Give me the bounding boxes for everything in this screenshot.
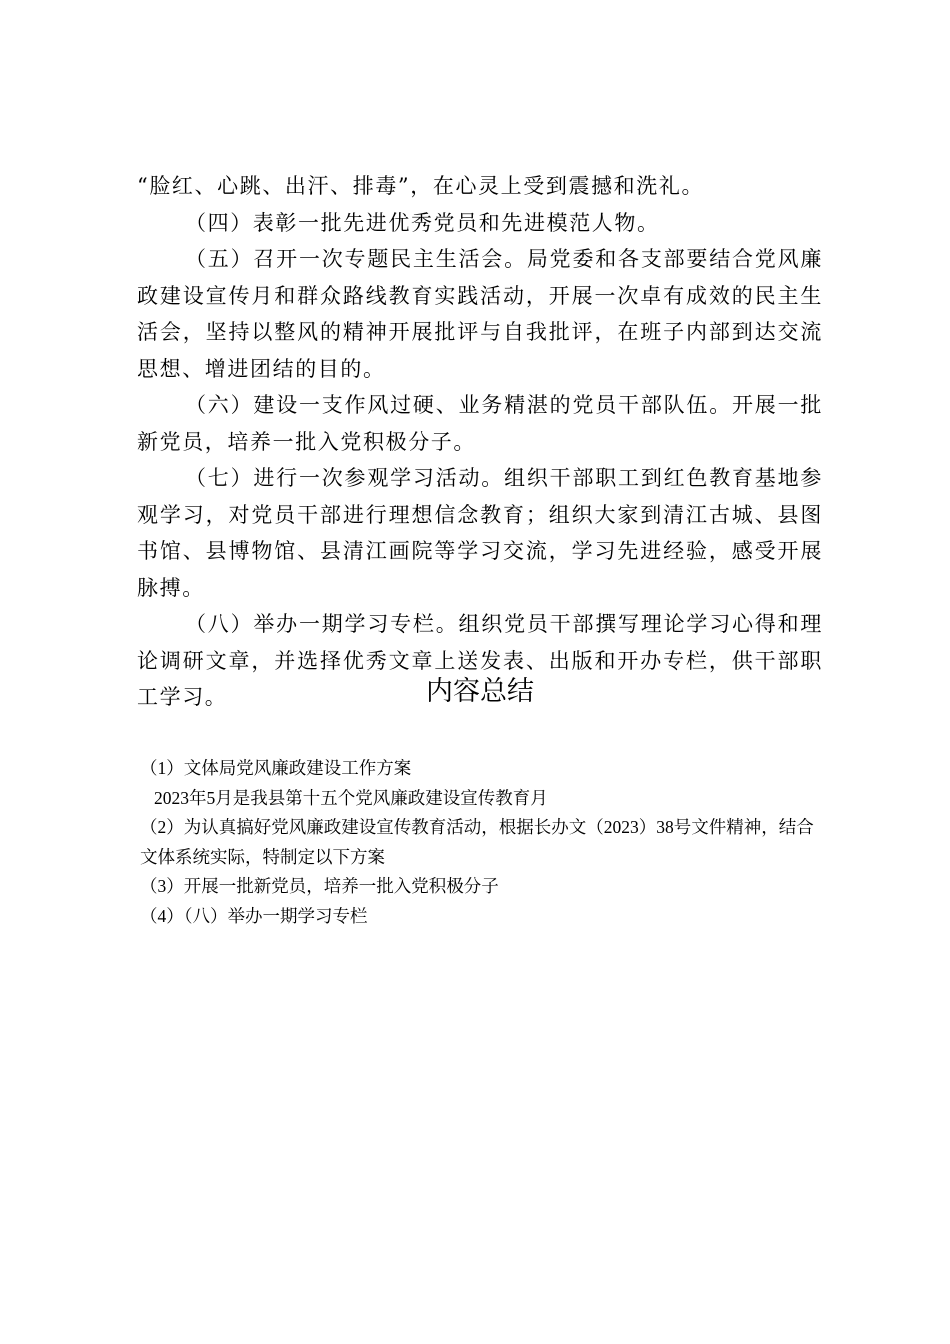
summary-item: （4）（八）举办一期学习专栏 [140,905,368,926]
summary-item: （1）文体局党风廉政建设工作方案 [140,758,412,778]
summary-item: 2023年5月是我县第十五个党风廉政建设宣传教育月 [154,787,548,808]
summary-item: （2）为认真搞好党风廉政建设宣传教育活动，根据长办文（2023）38号文件精神，结合文体系统实际，特制定以下方案 [140,817,814,867]
body-paragraph: （四）表彰一批先进优秀党员和先进模范人物。 [185,210,660,235]
summary-item: （3）开展一批新党员，培养一批入党积极分子 [140,876,499,896]
body-paragraph: （八）举办一期学习专栏。组织党员干部撰写理论学习心得和理论调研文章，并选择优秀文章上送发表、出版和开办专栏，供干部职工学习。 [137,612,823,709]
body-paragraph: （五）召开一次专题民主生活会。局党委和各支部要结合党风廉政建设宣传月和群众路线教育实践活动，开展一次卓有成效的民主生活会，坚持以整风的精神开展批评与自我批评，在班子内部到达交流思想、增进团结的目的。 [137,247,823,381]
body-paragraph: （六）建设一支作风过硬、业务精湛的党员干部队伍。开展一批新党员，培养一批入党积极分子。 [137,393,823,454]
summary-list [140,754,824,931]
body-paragraph: “脸红、心跳、出汗、排毒”，在心灵上受到震撼和洗礼。 [137,174,705,198]
body-paragraph: （七）进行一次参观学习活动。组织干部职工到红色教育基地参观学习，对党员干部进行理想信念教育；组织大家到清江古城、县图书馆、县博物馆、县清江画院等学习交流，学习先进经验，感受开展脉搏。 [137,466,823,600]
summary-title: 内容总结 [426,676,534,707]
body-text [137,168,823,716]
